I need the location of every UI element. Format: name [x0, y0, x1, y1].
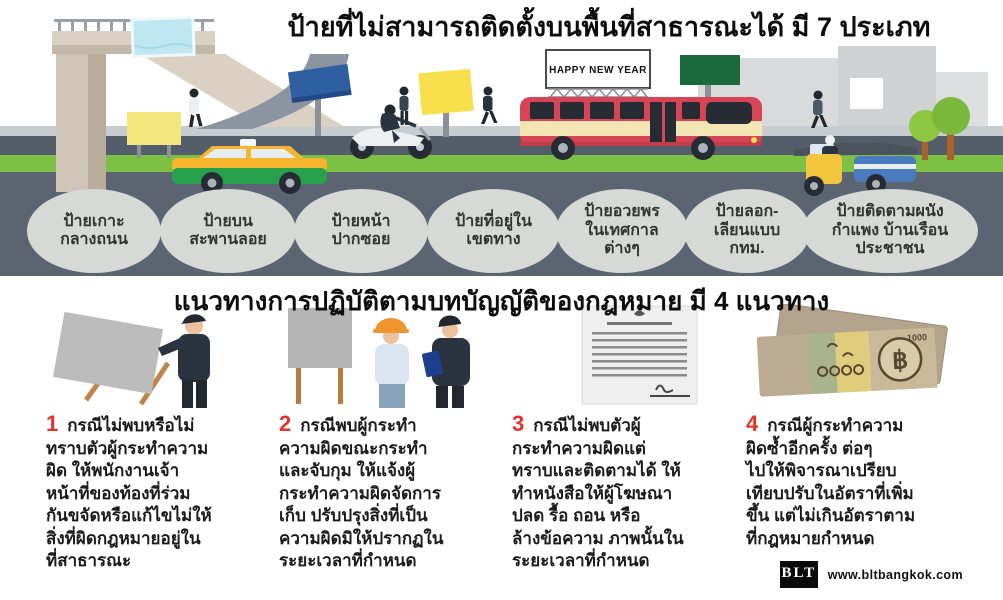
- sign-type-label: ป้ายบน: [203, 212, 253, 230]
- guideline-text-line: สิ่งที่ผิดกฎหมายอยู่ใน: [46, 528, 201, 548]
- sign-removal-illustration: [46, 308, 271, 408]
- guideline-1: [46, 413, 272, 573]
- sign-type-road-zone: [427, 189, 560, 273]
- sign-type-label: ป้ายลอก-: [715, 203, 779, 221]
- guideline-text-line: กรณีไม่พบหรือไม่: [67, 416, 195, 435]
- guideline-text-line: ปลด รื้อ ถอน หรือ: [512, 506, 641, 525]
- guideline-text-line: ทำหนังสือให้ผู้โฆษณา: [512, 483, 673, 503]
- guideline-3: [512, 413, 738, 573]
- sign-type-bma-imitation: [684, 189, 810, 273]
- sign-type-label: ประชาชน: [855, 240, 925, 258]
- baht-symbol: ฿: [891, 345, 909, 375]
- guideline-number: 1: [46, 411, 59, 436]
- sign-type-label: เขตทาง: [466, 231, 521, 248]
- new-year-billboard: [546, 50, 650, 97]
- pedestrian-icon: [481, 87, 498, 125]
- main-title: ป้ายที่ไม่สามารถติดตั้งบนพื้นที่สาธารณะได้ มี 7 ประเภท: [287, 12, 931, 42]
- guideline-text-line: ความผิดขณะกระทำ: [279, 438, 428, 458]
- blt-logo-text: BLT: [781, 564, 817, 581]
- guideline-4: [746, 413, 972, 550]
- sign-type-footbridge: [160, 189, 296, 273]
- sign-type-label: ในเทศกาล: [585, 221, 659, 239]
- guideline-text-line: กรณีไม่พบตัวผู้: [533, 416, 641, 435]
- sign-type-label: ต่างๆ: [604, 240, 640, 258]
- guideline-number: 3: [512, 411, 525, 436]
- guideline-text-line: ล้างข้อความ ภาพนั้นใน: [512, 528, 684, 548]
- guideline-text-line: ไปให้พิจารณาเปรียบ: [746, 461, 897, 480]
- bridge-banner-icon: [130, 16, 195, 58]
- guideline-text-line: เทียบปรับในอัตราที่เพิ่ม: [746, 483, 914, 503]
- guidelines-title: แนวทางการปฏิบัติตามบทบัญญัติของกฎหมาย มี 4 แนวทาง: [173, 286, 830, 316]
- guideline-text-line: ระยะเวลาที่กำหนด: [279, 551, 417, 570]
- guideline-2: [279, 413, 505, 573]
- guideline-text-line: ที่สาธารณะ: [46, 551, 132, 570]
- sign-type-label: ป้ายติดตามผนัง: [836, 203, 944, 221]
- guideline-text-line: ทราบและติดตามได้ ให้: [512, 461, 681, 480]
- guideline-text-line: ขึ้น แต่ไม่เกินอัตราตาม: [746, 506, 916, 525]
- guideline-text-line: ระยะเวลาที่กำหนด: [512, 551, 650, 570]
- guideline-text-line: ผิด ให้พนักงานเจ้า: [46, 461, 180, 480]
- guideline-number: 2: [279, 411, 292, 436]
- sign-type-festival-greeting: [556, 189, 688, 273]
- footer: [780, 561, 963, 588]
- sign-type-label: สะพานลอย: [189, 231, 267, 248]
- guideline-text-line: ผิดซ้ำอีกครั้ง ต่อๆ: [746, 438, 873, 458]
- blt-logo: [780, 561, 818, 588]
- guideline-text-line: ทราบตัวผู้กระทำความ: [46, 438, 209, 458]
- sign-type-label: กทม.: [729, 240, 765, 258]
- guideline-text-line: เก็บ ปรับปรุงสิ่งที่เป็น: [279, 506, 428, 525]
- sign-type-label: เลียนแบบ: [713, 221, 781, 239]
- banknote-value: 1000: [906, 331, 928, 343]
- sign-type-label: ปากซอย: [331, 231, 391, 248]
- guideline-text-line: และจับกุม ให้แจ้งผู้: [279, 461, 416, 480]
- guideline-text-line: กรณีพบผู้กระทำ: [300, 416, 417, 435]
- guideline-text-line: ความผิดมิให้ปรากฏใน: [279, 528, 444, 548]
- sign-type-alley-entrance: [294, 189, 428, 273]
- guideline-text-line: กรณีผู้กระทำความ: [767, 416, 904, 435]
- guideline-text-line: กันขจัดหรือแก้ไขไม่ให้: [46, 506, 212, 525]
- billboard-text: HAPPY NEW YEAR: [549, 65, 647, 76]
- sign-type-label: ป้ายที่อยู่ใน: [455, 212, 532, 230]
- sign-type-label: ป้ายหน้า: [331, 212, 391, 230]
- sign-type-label: ป้ายเกาะ: [63, 212, 125, 230]
- guideline-text-line: หน้าที่ของท้องที่ร่วม: [46, 483, 191, 503]
- site-url: www.bltbangkok.com: [827, 567, 963, 582]
- pedestrian-icon: [189, 89, 203, 128]
- sign-type-label: ป้ายอวยพร: [584, 203, 660, 221]
- guideline-text-line: กระทำความผิดแต่: [512, 438, 646, 458]
- sign-type-label: กลางถนน: [60, 231, 128, 248]
- guideline-number: 4: [746, 411, 759, 436]
- sign-type-road-median: [27, 189, 161, 273]
- guideline-text-line: กระทำความผิดจัดการ: [279, 483, 441, 503]
- sign-type-label: กำแพง บ้านเรือน: [831, 221, 949, 239]
- guideline-text-line: ที่กฎหมายกำหนด: [746, 528, 875, 548]
- officer-worker-illustration: [280, 308, 505, 408]
- sign-type-private-walls: [802, 189, 978, 273]
